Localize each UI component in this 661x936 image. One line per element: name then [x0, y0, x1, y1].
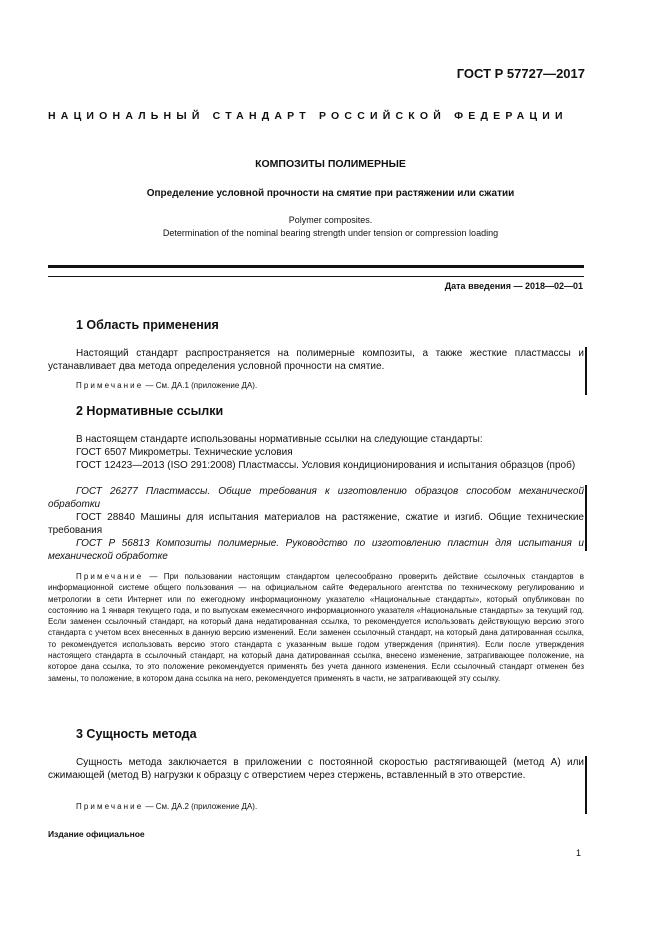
note-text: — См. ДА.2 (приложение ДА). [143, 802, 258, 811]
note-label: Примечание [76, 802, 144, 811]
reference-item: ГОСТ 26277 Пластмассы. Общие требования к изготовлению образцов способом механической обработки [48, 486, 584, 510]
english-title-line-1: Polymer composites. [288, 215, 373, 225]
note-text: — При пользовании настоящим стандартом целесообразно проверить действие ссылочных стандартов в информационной системе общего пользования — на официальном сайте Федерального агентства по техническому регулированию и метрологии в сети Интернет или по ежегодному информационному указателю «Национальные стандарты», который опубликован по состоянию на 1 января текущего года, и по выпускам ежемесячного информационного указателя «Национальные стандарты» за текущий год. Если заменен ссылочный стандарт, на который дана недатированная ссылка, то рекомендуется использовать действующую версию этого стандарта с учетом всех внесенных в данную версию изменений. Если заменен ссылочный стандарт, на который дана датированная ссылка, то рекомендуется использовать версию этого стандарта с указанным выше годом утверждения (принятия). Если после утверждения настоящего стандарта в ссылочный стандарт, на который дана датированная ссылка, внесено изменение, затрагивающее положение, на которое дана ссылка, то это положение рекомендуется применять без учета данного изменения. Если ссылочный стандарт отменен без замены, то положение, в котором дана ссылка на него, рекомендуется применять в части, не затрагивающей эту ссылку. [48, 572, 584, 683]
introduction-date: Дата введения — 2018—02—01 [444, 281, 583, 291]
section-1-paragraph: Настоящий стандарт распространяется на полимерные композиты, а также жесткие пластмассы и устанавливает два метода определения условной прочности на смятие. [48, 348, 584, 372]
reference-item: ГОСТ Р 56813 Композиты полимерные. Руководство по изготовлению пластин для испытания и механической обработке [48, 538, 584, 562]
change-bar [585, 347, 587, 395]
reference-item: ГОСТ 6507 Микрометры. Технические условия [76, 447, 293, 458]
section-2-note [48, 571, 584, 684]
official-edition-label: Издание официальное [48, 829, 145, 839]
section-2-heading: 2 Нормативные ссылки [76, 404, 224, 418]
section-3-note [48, 801, 584, 812]
section-2-intro: В настоящем стандарте использованы нормативные ссылки на следующие стандарты: [76, 434, 483, 445]
section-3-paragraph: Сущность метода заключается в приложении с постоянной скоростью растягивающей (метод А) или сжимающей (метод В) нагрузки к образцу с отверстием через стержень, вставленный в это отверстие. [48, 757, 584, 781]
divider-thick [48, 265, 584, 268]
english-title-line-2: Determination of the nominal bearing strength under tension or compression loading [162, 228, 499, 238]
page-number: 1 [575, 848, 581, 858]
reference-item: ГОСТ 12423—2013 (ISO 291:2008) Пластмассы. Условия кондиционирования и испытания образцов (проб) [76, 460, 576, 471]
document-code: ГОСТ Р 57727—2017 [456, 66, 585, 81]
english-title [0, 214, 661, 240]
section-1-note [48, 380, 584, 391]
section-3-heading: 3 Сущность метода [76, 727, 197, 741]
note-label: Примечание [76, 381, 144, 390]
change-bar [585, 756, 587, 814]
section-1-heading: 1 Область применения [76, 318, 219, 332]
document-subtitle: Определение условной прочности на смятие при растяжении или сжатии [146, 188, 515, 199]
change-bar [585, 485, 587, 551]
note-text: — См. ДА.1 (приложение ДА). [143, 381, 258, 390]
note-label: Примечание [76, 572, 144, 581]
divider-thin [48, 276, 584, 277]
national-standard-banner: НАЦИОНАЛЬНЫЙ СТАНДАРТ РОССИЙСКОЙ ФЕДЕРАЦИИ [48, 110, 568, 122]
reference-item: ГОСТ 28840 Машины для испытания материалов на растяжение, сжатие и изгиб. Общие технические требования [48, 512, 584, 536]
document-title: КОМПОЗИТЫ ПОЛИМЕРНЫЕ [255, 158, 406, 170]
